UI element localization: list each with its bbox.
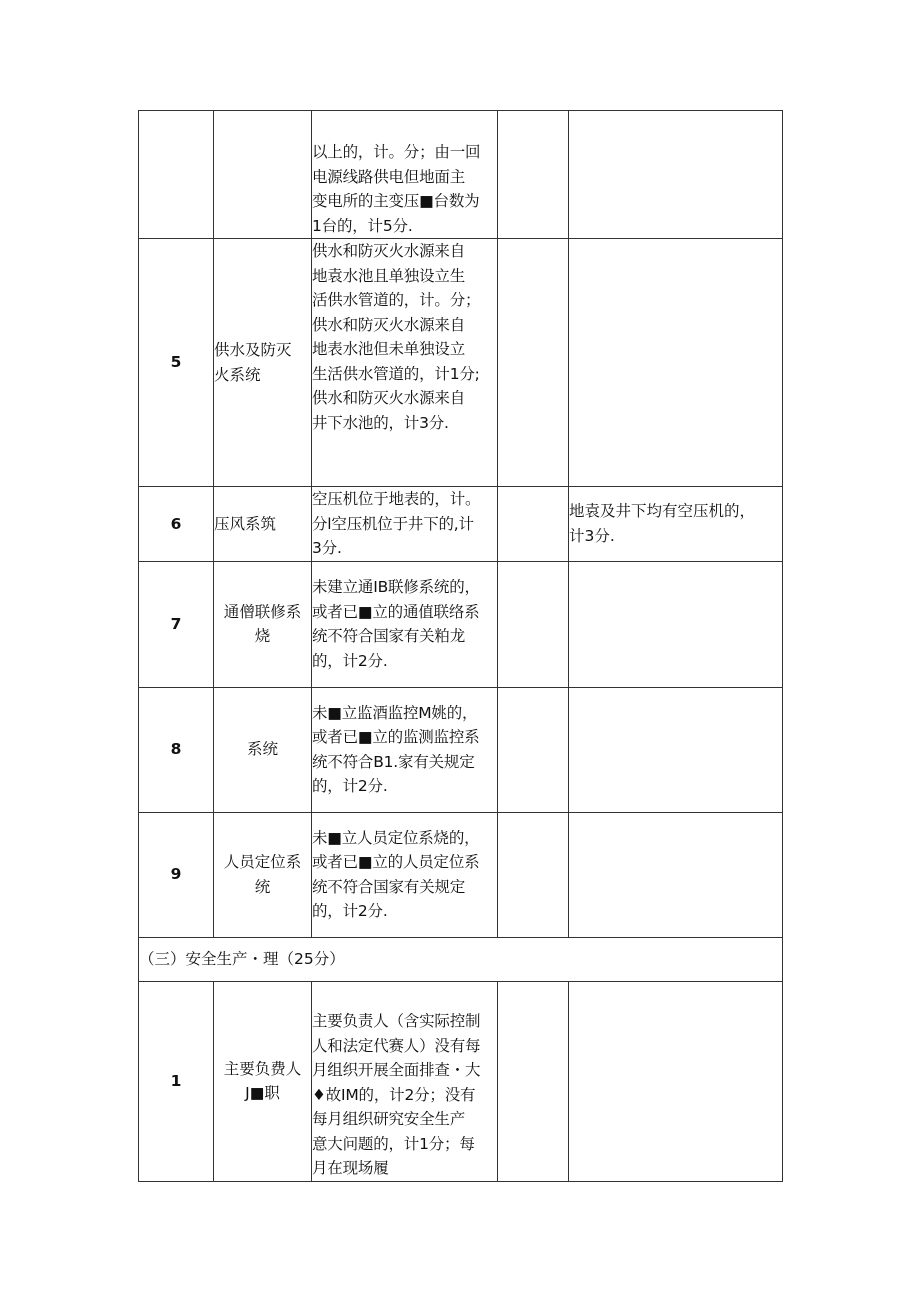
item-criteria-line: 统不符合B1.家有关规定 (312, 752, 475, 771)
table-row (139, 239, 783, 487)
item-name (214, 487, 312, 562)
item-criteria-line: 井下水池的，计3分. (312, 413, 449, 432)
item-criteria-line: 或者已■立的监测监控系 (312, 728, 480, 746)
table-row (139, 687, 783, 812)
item-name (214, 812, 312, 937)
item-criteria (312, 812, 498, 937)
item-criteria-line: 地袁水池且单独设立生 (312, 266, 466, 285)
item-name-line: 统 (254, 877, 271, 896)
item-name-line: 主要负费人 (223, 1059, 302, 1078)
item-name-line: 压风系筑 (214, 514, 277, 533)
table-row (139, 111, 783, 239)
item-criteria-line: 的，计2分. (312, 902, 388, 920)
item-number: 8 (139, 687, 214, 812)
item-name-line: 烧 (254, 627, 271, 645)
item-name-line: J■职 (245, 1084, 280, 1102)
table-row (139, 561, 783, 687)
item-criteria (312, 561, 498, 687)
item-criteria-line: 或者已■立的通值联络系 (312, 602, 480, 621)
section-title: （三）安全生产・理（25分） (139, 937, 783, 981)
section-row (139, 937, 783, 981)
item-name-line: 供水及防灭 (214, 341, 292, 359)
item-number: 7 (139, 561, 214, 687)
item-criteria-line: 未■立监酒监控M姚的， (312, 703, 478, 722)
item-criteria (312, 687, 498, 812)
item-criteria-line: ♦故IM的，计2分；没有 (312, 1085, 476, 1104)
table-row (139, 487, 783, 562)
item-criteria-line: 或者已■立的人员定位系 (312, 853, 480, 871)
item-criteria-line: 月组织开展全面排查・大 (312, 1061, 481, 1079)
item-name-line: 系统 (246, 740, 278, 759)
item-number: 6 (139, 487, 214, 562)
item-number (139, 111, 214, 239)
item-criteria-line: 意大问题的，计1分；每 (312, 1134, 475, 1153)
item-criteria (312, 981, 498, 1181)
item-criteria (312, 239, 498, 487)
item-criteria-line: 以上的，计。分；由一回 (312, 143, 481, 161)
score-cell (498, 981, 569, 1181)
remark-cell-line: 计3分. (569, 526, 615, 545)
item-criteria-line: 分l空压机位于井下的,计 (312, 514, 474, 533)
item-criteria-line: 生活供水管道的，计1分; (312, 364, 480, 383)
item-criteria (312, 487, 498, 562)
item-name (214, 561, 312, 687)
remark-cell (569, 239, 783, 487)
item-name (214, 239, 312, 487)
remark-cell (569, 981, 783, 1181)
item-number: 1 (139, 981, 214, 1181)
item-number: 5 (139, 239, 214, 487)
item-criteria-line: 未■立人员定位系烧的， (312, 828, 480, 847)
score-cell (498, 812, 569, 937)
score-cell (498, 687, 569, 812)
item-criteria-line: 1台的，计5分. (312, 216, 413, 235)
item-number: 9 (139, 812, 214, 937)
item-criteria-line: 活供水管道的，计。分； (312, 291, 481, 309)
item-criteria-line: 空压机位于地表的，计。 (312, 490, 481, 508)
item-criteria-line: 3分. (312, 539, 342, 557)
item-criteria-line: 人和法定代赛人）没有每 (312, 1036, 481, 1055)
item-criteria-line: 每月组织研究安全生产 (312, 1110, 466, 1128)
item-name-line: 通僧联修系 (223, 602, 302, 621)
item-criteria-line: 月在现场履 (312, 1159, 389, 1177)
item-name (214, 981, 312, 1181)
score-cell (498, 111, 569, 239)
item-criteria-line: 统不符合国家有关粕龙 (312, 627, 466, 645)
item-name (214, 111, 312, 239)
remark-cell (569, 687, 783, 812)
item-name (214, 687, 312, 812)
item-criteria-line: 供水和防灭火水源来自 (312, 242, 466, 260)
item-criteria-line: 电源线路供电但地面主 (312, 167, 466, 186)
remark-cell-line: 地袁及井下均有空压机的， (569, 502, 756, 521)
score-cell (498, 561, 569, 687)
item-criteria-line: 的，计2分. (312, 777, 388, 795)
scoring-table (138, 110, 783, 1182)
remark-cell (569, 487, 783, 562)
item-criteria-line: 供水和防灭火水源来自 (312, 315, 466, 334)
remark-cell (569, 812, 783, 937)
item-criteria-line: 地表水池但未单独设立 (312, 340, 466, 358)
table-row (139, 812, 783, 937)
remark-cell (569, 111, 783, 239)
remark-cell (569, 561, 783, 687)
item-criteria (312, 111, 498, 239)
item-criteria-line: 未建立通IB联修系统的， (312, 578, 480, 596)
item-criteria-line: 的，计2分. (312, 651, 388, 670)
item-name-line: 火系统 (214, 365, 261, 384)
score-cell (498, 239, 569, 487)
item-criteria-line: 主要负责人（含实际控制 (312, 1012, 481, 1030)
item-criteria-line: 统不符合国家有关规定 (312, 877, 466, 896)
item-criteria-line: 供水和防灭火水源来自 (312, 389, 466, 407)
score-cell (498, 487, 569, 562)
item-criteria-line: 变电所的主变压■台数为 (312, 192, 480, 210)
item-name-line: 人员定位系 (223, 853, 302, 871)
table-row (139, 981, 783, 1181)
